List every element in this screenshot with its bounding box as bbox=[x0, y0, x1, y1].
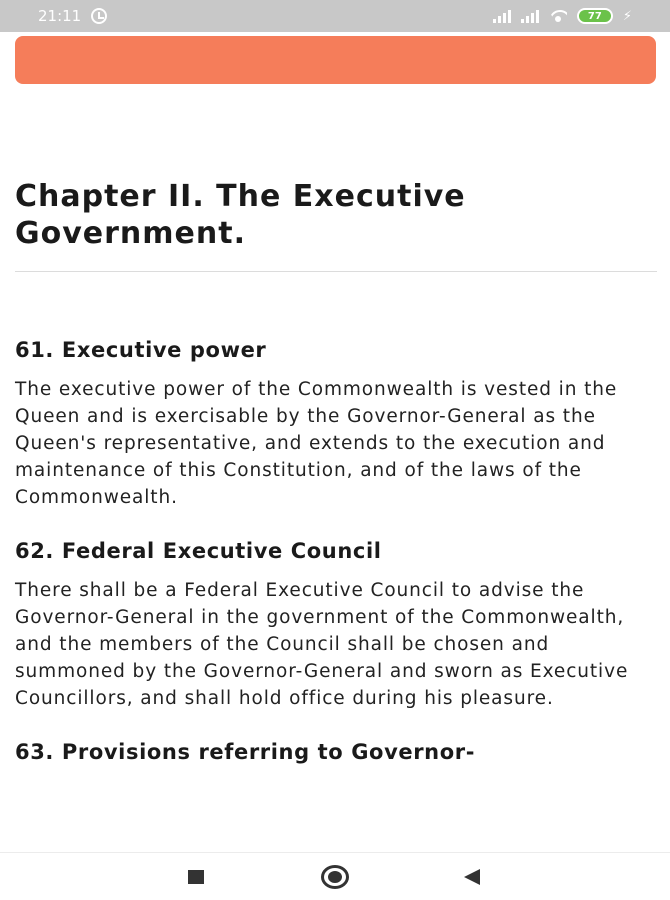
clock: 21:11 bbox=[38, 7, 82, 25]
section-heading: 63. Provisions referring to Governor- bbox=[15, 740, 476, 764]
alarm-icon bbox=[91, 8, 107, 24]
chapter-title bbox=[15, 178, 655, 252]
section-63 bbox=[15, 738, 655, 766]
recents-icon[interactable] bbox=[188, 870, 204, 884]
signal-icon bbox=[521, 9, 539, 23]
chapter-title-line2: Government. bbox=[15, 216, 246, 251]
charging-icon: ⚡ bbox=[622, 8, 632, 24]
signal-icon bbox=[493, 9, 511, 23]
status-bar bbox=[0, 0, 670, 32]
top-banner[interactable] bbox=[15, 36, 656, 84]
battery-icon bbox=[577, 8, 613, 24]
home-icon[interactable] bbox=[321, 865, 349, 889]
article-content bbox=[15, 178, 655, 766]
back-icon[interactable] bbox=[464, 869, 480, 885]
section-heading: 61. Executive power bbox=[15, 338, 267, 362]
section-61 bbox=[15, 336, 655, 511]
navigation-bar bbox=[0, 852, 670, 900]
section-body: The executive power of the Commonwealth is vested in the Queen and is exercisable by the Governor-General as the Queen's representative, and extends to the execution and maintenance of this Constitution, and of the laws of the Commonwealth. bbox=[15, 379, 618, 508]
status-left bbox=[38, 7, 107, 25]
section-62 bbox=[15, 537, 655, 712]
battery-level: 77 bbox=[587, 10, 602, 22]
status-right bbox=[493, 8, 632, 24]
divider bbox=[15, 271, 657, 272]
section-heading: 62. Federal Executive Council bbox=[15, 539, 382, 563]
section-body: There shall be a Federal Executive Council to advise the Governor-General in the government of the Commonwealth, and the members of the Council shall be chosen and summoned by the Governor-General and sworn as Executive Councillors, and shall hold office during his pleasure. bbox=[15, 580, 629, 709]
chapter-title-line1: Chapter II. The Executive bbox=[15, 179, 466, 214]
wifi-icon bbox=[549, 10, 567, 22]
